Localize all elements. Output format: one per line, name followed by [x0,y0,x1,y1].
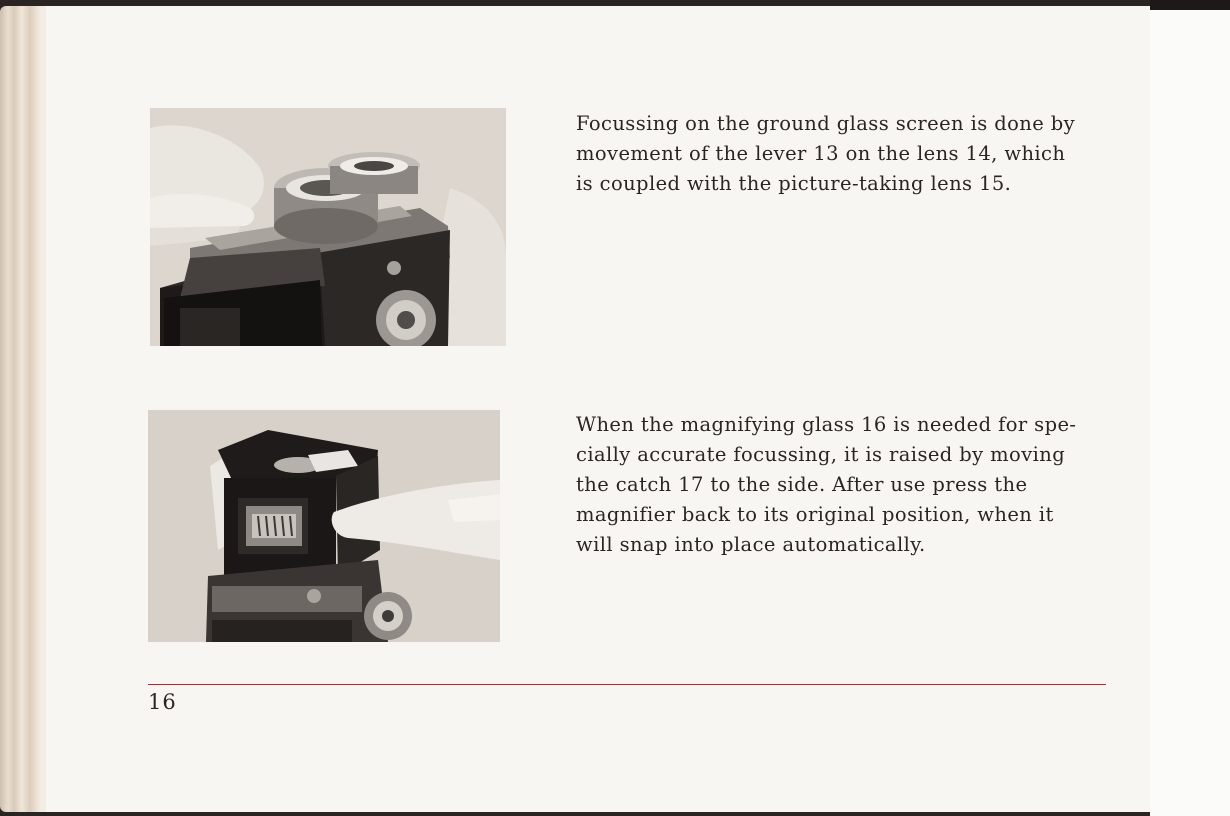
text-line: movement of the lever 13 on the lens 14, which [576,142,1066,165]
magnifier-hood-photo [148,410,500,642]
footer-rule [148,684,1106,685]
magnifier-paragraph [576,410,1108,560]
text-line: When the magnifying glass 16 is needed for spe- [576,413,1077,436]
text-line: Focussing on the ground glass screen is done by [576,112,1076,135]
text-line: the catch 17 to the side. After use press the [576,473,1028,496]
focusing-paragraph [576,109,1108,199]
text-line: is coupled with the picture-taking lens 15. [576,172,1012,195]
camera-focusing-photo [150,108,506,346]
binding-strip [1150,0,1230,10]
text-line: magnifier back to its original position, when it [576,503,1054,526]
text-line: will snap into place automatically. [576,533,926,556]
adjacent-page-edge [1150,0,1230,816]
text-line: cially accurate focussing, it is raised by moving [576,443,1066,466]
page-number: 16 [148,690,177,714]
